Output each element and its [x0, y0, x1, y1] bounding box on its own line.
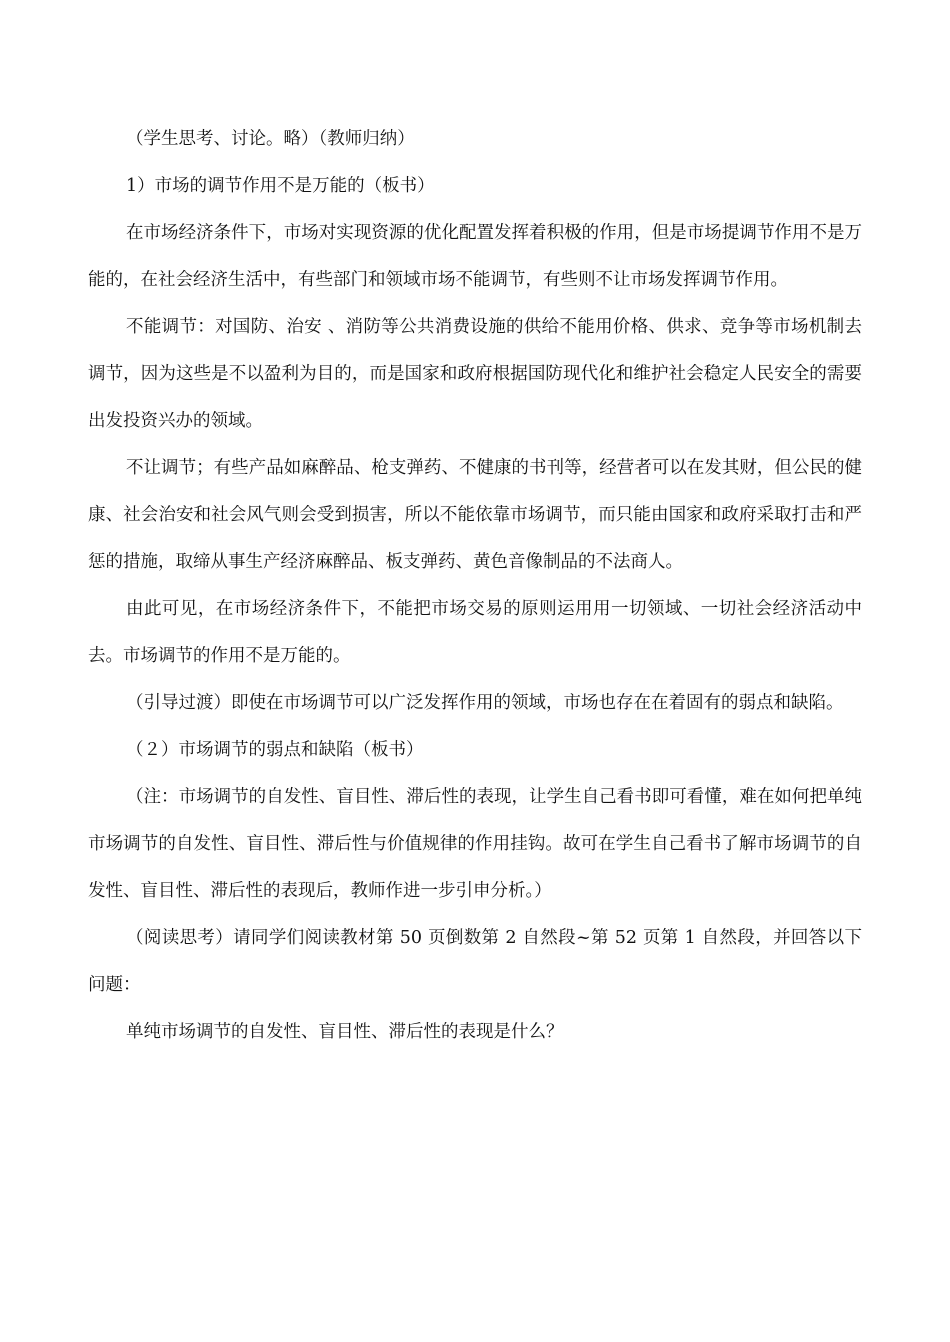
- paragraph-transition: （引导过渡）即使在市场调节可以广泛发挥作用的领域，市场也存在在着固有的弱点和缺陷。: [126, 693, 844, 713]
- paragraph-heading-weaknesses: （２）市场调节的弱点和缺陷（板书）: [126, 740, 424, 760]
- paragraph-note: （注：市场调节的自发性、盲目性、滞后性的表现，让学生自己看书即可看懂，难在如何把单纯市场调节的自发性、盲目性、滞后性与价值规律的作用挂钩。故可在学生自己看书了解市场调节的自发性、盲目性、滞后性的表现后，教师作进一步引申分析。）: [88, 787, 862, 901]
- paragraph-student-discussion: （学生思考、讨论。略）（教师归纳）: [126, 129, 415, 149]
- document-body: [88, 116, 862, 1056]
- paragraph-cannot-regulate: 不能调节：对国防、治安 、消防等公共消费设施的供给不能用价格、供求、竞争等市场机制去调节，因为这些是不以盈利为目的，而是国家和政府根据国防现代化和维护社会稳定人民安全的需要出发投资兴办的领域。: [88, 317, 862, 431]
- paragraph-question: 单纯市场调节的自发性、盲目性、滞后性的表现是什么？: [126, 1022, 564, 1042]
- paragraph-conclusion: 由此可见，在市场经济条件下，不能把市场交易的原则运用用一切领域、一切社会经济活动中去。市场调节的作用不是万能的。: [88, 599, 862, 666]
- paragraph-not-allowed-to-regulate: 不让调节；有些产品如麻醉品、枪支弹药、不健康的书刊等，经营者可以在发其财，但公民的健康、社会治安和社会风气则会受到损害，所以不能依靠市场调节，而只能由国家和政府采取打击和严惩的措施，取缔从事生产经济麻醉品、板支弹药、黄色音像制品的不法商人。: [88, 458, 862, 572]
- paragraph-market-economy-conditions: 在市场经济条件下，市场对实现资源的优化配置发挥着积极的作用，但是市场提调节作用不是万能的，在社会经济生活中，有些部门和领域市场不能调节，有些则不让市场发挥调节作用。: [88, 223, 862, 290]
- paragraph-reading-task: （阅读思考）请同学们阅读教材第 50 页倒数第 2 自然段~第 52 页第 1 自然段，并回答以下问题：: [88, 928, 862, 995]
- paragraph-heading-market-not-omnipotent: 1）市场的调节作用不是万能的（板书）: [126, 176, 435, 196]
